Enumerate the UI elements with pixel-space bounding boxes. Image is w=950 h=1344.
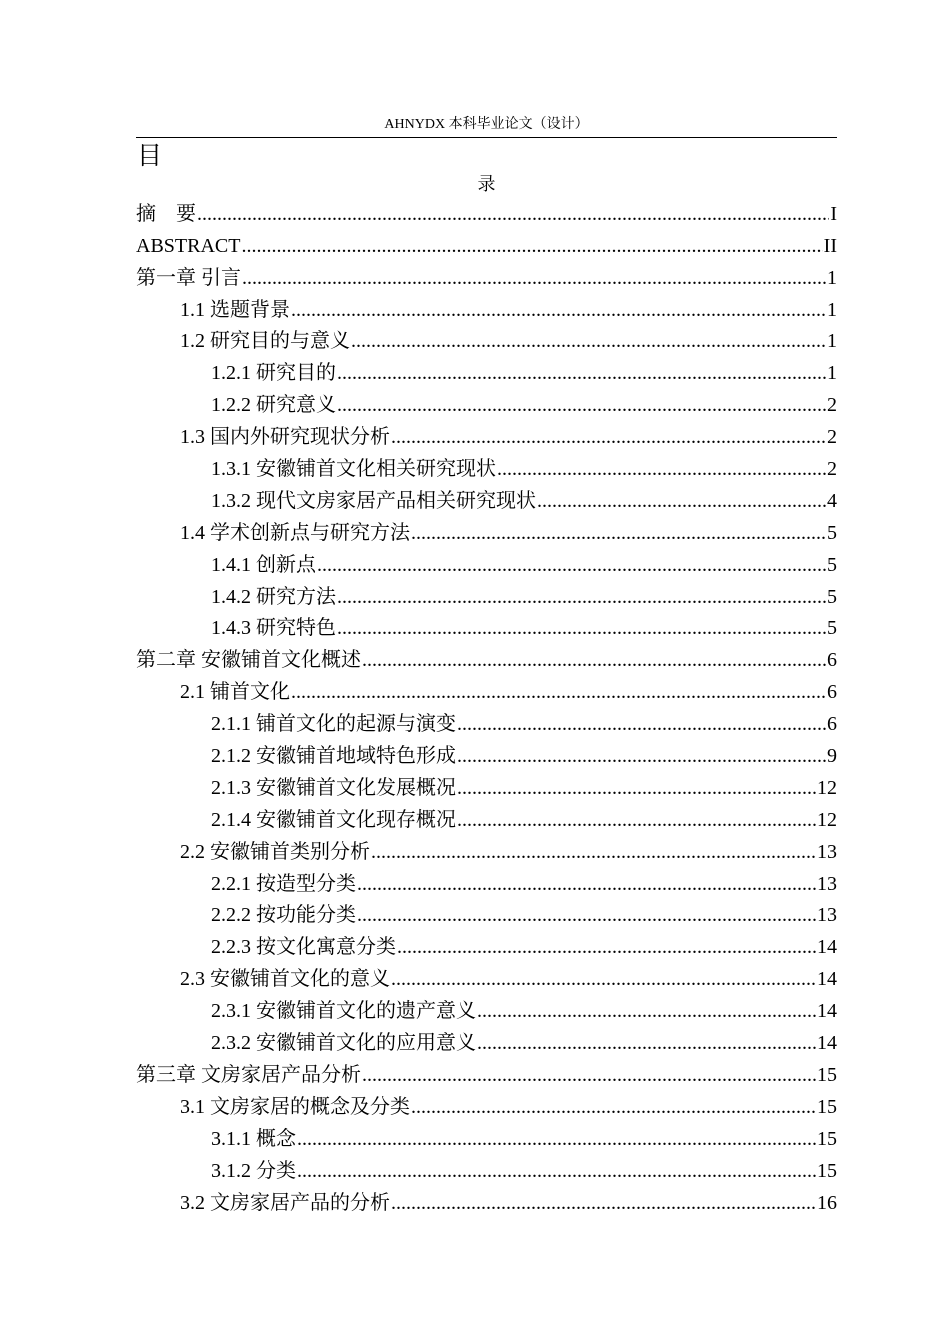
toc-entry[interactable] xyxy=(136,485,837,517)
toc-title-first-char: 目 xyxy=(137,141,163,170)
toc-leader-dots xyxy=(337,581,826,613)
toc-entry-page-number: 14 xyxy=(817,1032,837,1055)
toc-entry-page-number: 13 xyxy=(817,840,837,863)
toc-leader-dots xyxy=(357,899,816,931)
toc-entry[interactable] xyxy=(136,517,837,549)
toc-entry-page-number: 15 xyxy=(817,1159,837,1182)
toc-entry[interactable] xyxy=(136,230,837,262)
toc-entry-label: 1.1 选题背景 xyxy=(180,298,290,321)
toc-entry[interactable] xyxy=(136,963,837,995)
toc-leader-dots xyxy=(337,357,826,389)
toc-entry-label: 摘 要 xyxy=(136,202,196,225)
toc-entry-page-number: 6 xyxy=(827,713,837,736)
toc-entry[interactable] xyxy=(136,1027,837,1059)
toc-leader-dots xyxy=(351,325,826,357)
toc-entry-label: 2.3.1 安徽铺首文化的遗产意义 xyxy=(211,1000,476,1023)
toc-entry[interactable] xyxy=(136,900,837,932)
toc-entry-label: 3.1.1 概念 xyxy=(211,1127,296,1150)
toc-entry-label: 2.1.2 安徽铺首地域特色形成 xyxy=(211,745,456,768)
toc-leader-dots xyxy=(317,549,826,581)
toc-entry[interactable] xyxy=(136,581,837,613)
toc-entry[interactable] xyxy=(136,421,837,453)
toc-entry-page-number: 4 xyxy=(827,489,837,512)
toc-entry-page-number: 15 xyxy=(817,1127,837,1150)
toc-entry-label: 1.3 国内外研究现状分析 xyxy=(180,426,390,449)
toc-entry[interactable] xyxy=(136,549,837,581)
toc-entry-label: 3.2 文房家居产品的分析 xyxy=(180,1191,390,1214)
toc-leader-dots xyxy=(391,1187,816,1219)
toc-entry-label: 1.4.3 研究特色 xyxy=(211,617,336,640)
toc-entry-page-number: 1 xyxy=(827,266,837,289)
toc-entry[interactable] xyxy=(136,1059,837,1091)
toc-leader-dots xyxy=(337,389,826,421)
toc-entry-label: 1.3.2 现代文房家居产品相关研究现状 xyxy=(211,489,536,512)
toc-entry-label: 2.1.1 铺首文化的起源与演变 xyxy=(211,713,456,736)
toc-entry-page-number: 5 xyxy=(827,585,837,608)
toc-leader-dots xyxy=(362,644,826,676)
toc-leader-dots xyxy=(291,676,826,708)
toc-leader-dots xyxy=(241,230,822,262)
toc-leader-dots xyxy=(497,453,826,485)
toc-entry-label: 1.2.1 研究目的 xyxy=(211,362,336,385)
toc-leader-dots xyxy=(537,485,826,517)
toc-leader-dots xyxy=(391,963,816,995)
toc-entry[interactable] xyxy=(136,453,837,485)
toc-entry[interactable] xyxy=(136,740,837,772)
toc-leader-dots xyxy=(457,708,826,740)
toc-leader-dots xyxy=(337,612,826,644)
toc-entry-page-number: 2 xyxy=(827,426,837,449)
toc-entry-page-number: 1 xyxy=(827,298,837,321)
toc-leader-dots xyxy=(477,995,816,1027)
toc-leader-dots xyxy=(391,421,826,453)
toc-entry-page-number: 13 xyxy=(817,872,837,895)
toc-leader-dots xyxy=(411,1091,816,1123)
toc-entry-page-number: 13 xyxy=(817,904,837,927)
toc-entry-label: 1.4.2 研究方法 xyxy=(211,585,336,608)
toc-entry-label: 1.2.2 研究意义 xyxy=(211,394,336,417)
toc-leader-dots xyxy=(297,1155,816,1187)
toc-leader-dots xyxy=(357,868,816,900)
toc-entry-page-number: 5 xyxy=(827,521,837,544)
toc-entry[interactable] xyxy=(136,262,837,294)
toc-entry-page-number: 1 xyxy=(827,330,837,353)
toc-entry[interactable] xyxy=(136,836,837,868)
toc-entry-label: 2.2 安徽铺首类别分析 xyxy=(180,840,370,863)
toc-entry-label: 3.1 文房家居的概念及分类 xyxy=(180,1095,410,1118)
toc-entry[interactable] xyxy=(136,868,837,900)
header-rule xyxy=(136,137,837,138)
toc-leader-dots xyxy=(457,772,816,804)
toc-entry[interactable] xyxy=(136,1091,837,1123)
toc-leader-dots xyxy=(457,804,816,836)
toc-entry[interactable] xyxy=(136,294,837,326)
toc-entry-page-number: 2 xyxy=(827,394,837,417)
toc-entry[interactable] xyxy=(136,931,837,963)
toc-entry-page-number: 14 xyxy=(817,936,837,959)
toc-leader-dots xyxy=(197,198,829,230)
toc-leader-dots xyxy=(411,517,826,549)
toc-leader-dots xyxy=(457,740,826,772)
toc-entry-page-number: II xyxy=(823,234,837,257)
toc-entry[interactable] xyxy=(136,676,837,708)
toc-entry-label: 2.2.1 按造型分类 xyxy=(211,872,356,895)
toc-entry-label: 2.1.4 安徽铺首文化现存概况 xyxy=(211,808,456,831)
toc-entry-page-number: 5 xyxy=(827,553,837,576)
toc-title-second-char: 录 xyxy=(477,174,496,194)
toc-leader-dots xyxy=(362,1059,816,1091)
toc-entry-page-number: I xyxy=(830,202,837,225)
toc-entry-label: 2.1 铺首文化 xyxy=(180,681,290,704)
toc-entry-page-number: 12 xyxy=(817,808,837,831)
toc-leader-dots xyxy=(371,836,816,868)
page-header: AHNYDX 本科毕业论文（设计） xyxy=(384,117,589,132)
table-of-contents xyxy=(136,198,837,1219)
toc-entry-page-number: 16 xyxy=(817,1191,837,1214)
toc-leader-dots xyxy=(397,931,816,963)
toc-entry-page-number: 9 xyxy=(827,745,837,768)
toc-entry[interactable] xyxy=(136,772,837,804)
toc-entry[interactable] xyxy=(136,326,837,358)
toc-entry-label: 1.2 研究目的与意义 xyxy=(180,330,350,353)
toc-entry-label: 第一章 引言 xyxy=(136,266,241,289)
toc-entry[interactable] xyxy=(136,389,837,421)
toc-leader-dots xyxy=(477,1027,816,1059)
toc-entry-page-number: 6 xyxy=(827,649,837,672)
toc-entry[interactable] xyxy=(136,1123,837,1155)
toc-entry-label: 1.4 学术创新点与研究方法 xyxy=(180,521,410,544)
toc-entry-page-number: 6 xyxy=(827,681,837,704)
toc-entry-label: 第二章 安徽铺首文化概述 xyxy=(136,649,361,672)
toc-entry[interactable] xyxy=(136,995,837,1027)
toc-entry[interactable] xyxy=(136,1155,837,1187)
toc-entry-page-number: 2 xyxy=(827,458,837,481)
toc-entry-page-number: 14 xyxy=(817,968,837,991)
toc-entry-label: 1.4.1 创新点 xyxy=(211,553,316,576)
toc-entry-page-number: 15 xyxy=(817,1063,837,1086)
toc-leader-dots xyxy=(242,262,826,294)
toc-entry[interactable] xyxy=(136,804,837,836)
toc-entry[interactable] xyxy=(136,198,837,230)
toc-entry-page-number: 14 xyxy=(817,1000,837,1023)
toc-entry-label: 2.3.2 安徽铺首文化的应用意义 xyxy=(211,1032,476,1055)
toc-entry[interactable] xyxy=(136,1187,837,1219)
toc-entry-page-number: 5 xyxy=(827,617,837,640)
toc-entry-label: ABSTRACT xyxy=(136,234,241,257)
toc-leader-dots xyxy=(291,294,826,326)
toc-entry-label: 3.1.2 分类 xyxy=(211,1159,296,1182)
toc-entry[interactable] xyxy=(136,708,837,740)
toc-entry-label: 2.2.2 按功能分类 xyxy=(211,904,356,927)
toc-entry[interactable] xyxy=(136,644,837,676)
toc-entry-page-number: 15 xyxy=(817,1095,837,1118)
toc-entry-label: 2.1.3 安徽铺首文化发展概况 xyxy=(211,776,456,799)
toc-entry-page-number: 12 xyxy=(817,776,837,799)
toc-entry-label: 2.2.3 按文化寓意分类 xyxy=(211,936,396,959)
toc-entry[interactable] xyxy=(136,613,837,645)
toc-entry-label: 1.3.1 安徽铺首文化相关研究现状 xyxy=(211,458,496,481)
toc-entry-label: 第三章 文房家居产品分析 xyxy=(136,1063,361,1086)
toc-entry[interactable] xyxy=(136,357,837,389)
toc-leader-dots xyxy=(297,1123,816,1155)
toc-entry-page-number: 1 xyxy=(827,362,837,385)
toc-entry-label: 2.3 安徽铺首文化的意义 xyxy=(180,968,390,991)
